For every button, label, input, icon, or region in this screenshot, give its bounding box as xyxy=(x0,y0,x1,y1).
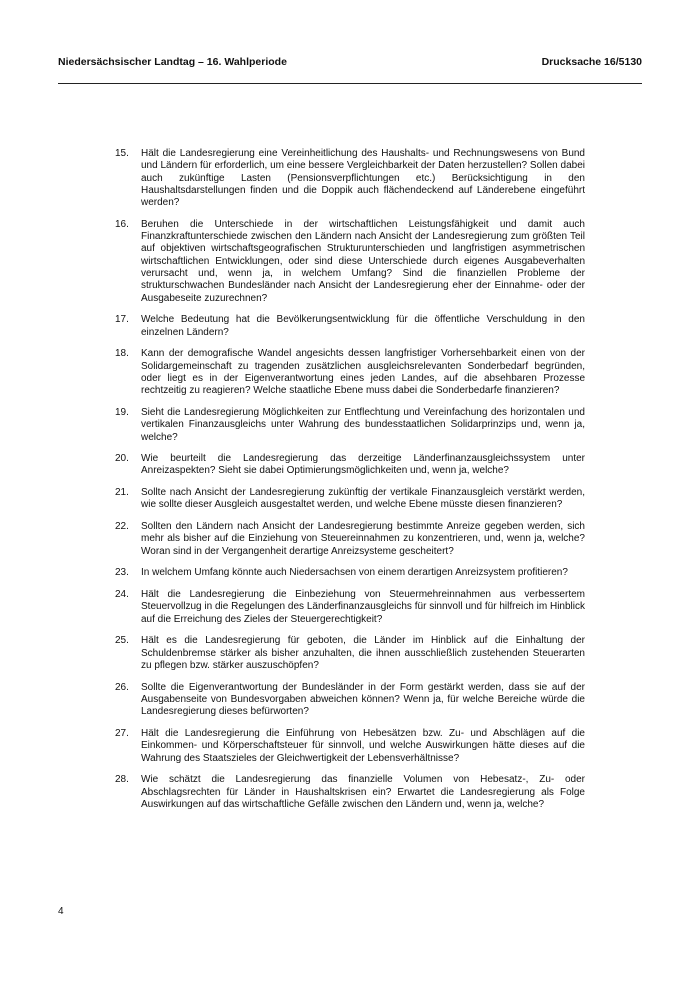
question-item xyxy=(115,774,585,811)
question-item xyxy=(115,348,585,397)
document-header-title: Niedersächsischer Landtag – 16. Wahlperiode xyxy=(58,56,287,68)
question-number: 15. xyxy=(115,148,129,159)
question-text: Hält die Landesregierung die Einführung von Hebesätzen bzw. Zu- und Abschlägen auf die Einkommen- und Körperschaftsteuer für sinnvoll, und welche Auswirkungen hätte dieses auf die Wahrung des Staatszieles der Gleichwertigkeit der Lebensverhältnisse? xyxy=(141,727,585,764)
question-item xyxy=(115,521,585,558)
page-number: 4 xyxy=(58,906,64,917)
question-number: 16. xyxy=(115,218,129,230)
question-number: 20. xyxy=(115,453,129,465)
question-text: Beruhen die Unterschiede in der wirtschaftlichen Leistungsfähigkeit und damit auch Finanzkraftunterschiede zwischen den Ländern nach Ansicht der Landesregierung zum größten Teil auf objektiven wirtschaftsgeografischen Strukturunterschieden und langfristigen asymmetrischen wirtschaftlichen Entwicklungen, oder sind diese Unterschiede durch eigenes Ausgabeverhalten verursacht und, wenn ja, in welchem Umfang? Sind die finanziellen Probleme der strukturschwachen Bundesländer nach Ansicht der Landesregierung eher der Einnahme- oder der Ausgabeseite zuzurechnen? xyxy=(141,218,585,304)
question-number: 22. xyxy=(115,521,129,533)
question-number: 21. xyxy=(115,487,129,499)
question-text: In welchem Umfang könnte auch Niedersachsen von einem derartigen Anreizsystem profitieren? xyxy=(141,567,568,579)
question-number: 18. xyxy=(115,348,129,360)
question-text: Hält die Landesregierung eine Vereinheitlichung des Haushalts- und Rechnungswesens von Bund und Ländern für erforderlich, um eine bessere Vergleichbarkeit der Daten herzustellen? Sollen dabei auch zukünftige Lasten (Pensionsverpflichtungen etc.) Berücksichtigung in den Haushaltsdarstellungen finden und die Doppik auch flächendeckend auf Länderebene eingeführt werden? xyxy=(141,148,585,209)
question-item xyxy=(115,589,585,626)
question-item xyxy=(115,314,585,339)
question-item xyxy=(115,728,585,765)
question-text: Sieht die Landesregierung Möglichkeiten zur Entflechtung und Vereinfachung des horizontalen und vertikalen Finanzausgleichs unter Wahrung des bundesstaatlichen Solidarprinzips und, wenn ja, welche? xyxy=(141,406,585,443)
question-list xyxy=(115,148,585,821)
question-number: 23. xyxy=(115,567,129,579)
question-text: Sollte nach Ansicht der Landesregierung zukünftig der vertikale Finanzausgleich verstärkt werden, wie sollte dieser Ausgleich ausgestaltet werden, und welche Ebene müsste diesen finanzieren? xyxy=(141,487,585,511)
document-number: Drucksache 16/5130 xyxy=(541,56,642,68)
question-text: Hält die Landesregierung die Einbeziehung von Steuermehreinnahmen aus verbessertem Steuervollzug in die Regelungen des Länderfinanzausgleichs für sinnvoll und für hilfreich im Hinblick auf die Erreichung des Zieles der Steuergerechtigkeit? xyxy=(141,589,585,625)
question-item xyxy=(115,635,585,672)
question-number: 27. xyxy=(115,727,129,739)
question-text: Wie beurteilt die Landesregierung das derzeitige Länderfinanzausgleichssystem unter Anreizaspekten? Sieht sie dabei Optimierungsmöglichkeiten und, wenn ja, welche? xyxy=(141,453,585,477)
question-item xyxy=(115,407,585,444)
question-text: Hält es die Landesregierung für geboten, die Länder im Hinblick auf die Einhaltung der Schuldenbremse stärker als bisher anzuhalten, die ihnen ausschließlich zustehenden Steuerarten zu pflegen bzw. stärker auszuschöpfen? xyxy=(141,635,585,671)
question-number: 19. xyxy=(115,406,129,418)
question-text: Kann der demografische Wandel angesichts dessen langfristiger Vorhersehbarkeit einen von der Solidargemeinschaft zu tragenden zusätzlichen ausgleichsrelevanten Sonderbedarf begründen, oder liegt es in der Eigenverantwortung eines jeden Landes, auf die absehbaren Prozesse rechtzeitig zu reagieren? Welche staatliche Ebene muss dabei die Sonderbedarfe finanzieren? xyxy=(141,348,585,397)
question-text: Sollte die Eigenverantwortung der Bundesländer in der Form gestärkt werden, dass sie auf der Ausgabenseite von Bundesvorgaben abweichen können? Wenn ja, für welche Bereiche würde die Landesregierung dieses befürworten? xyxy=(141,681,585,718)
question-number: 24. xyxy=(115,589,129,601)
question-item xyxy=(115,487,585,512)
question-number: 25. xyxy=(115,635,129,647)
question-number: 28. xyxy=(115,774,129,786)
question-item xyxy=(115,219,585,305)
question-number: 17. xyxy=(115,314,129,326)
question-number: 26. xyxy=(115,681,129,693)
question-text: Wie schätzt die Landesregierung das finanzielle Volumen von Hebesatz-, Zu- oder Abschlagsrechten für Länder in Haushaltskrisen ein? Erwartet die Landesregierung als Folge Auswirkungen auf das wirtschaftliche Gefälle zwischen den Ländern und, wenn ja, welche? xyxy=(141,774,585,810)
header-divider xyxy=(58,83,642,84)
question-item xyxy=(115,682,585,719)
question-item xyxy=(115,567,585,579)
question-text: Sollten den Ländern nach Ansicht der Landesregierung bestimmte Anreize gegeben werden, sich mehr als bisher auf die Einziehung von Steuereinnahmen zu konzentrieren, und, wenn ja, welche? Woran sind in der Vergangenheit derartige Anreizsysteme gescheitert? xyxy=(141,521,585,557)
question-text: Welche Bedeutung hat die Bevölkerungsentwicklung für die öffentliche Verschuldung in den einzelnen Ländern? xyxy=(141,314,585,338)
question-item xyxy=(115,148,585,209)
question-item xyxy=(115,453,585,478)
